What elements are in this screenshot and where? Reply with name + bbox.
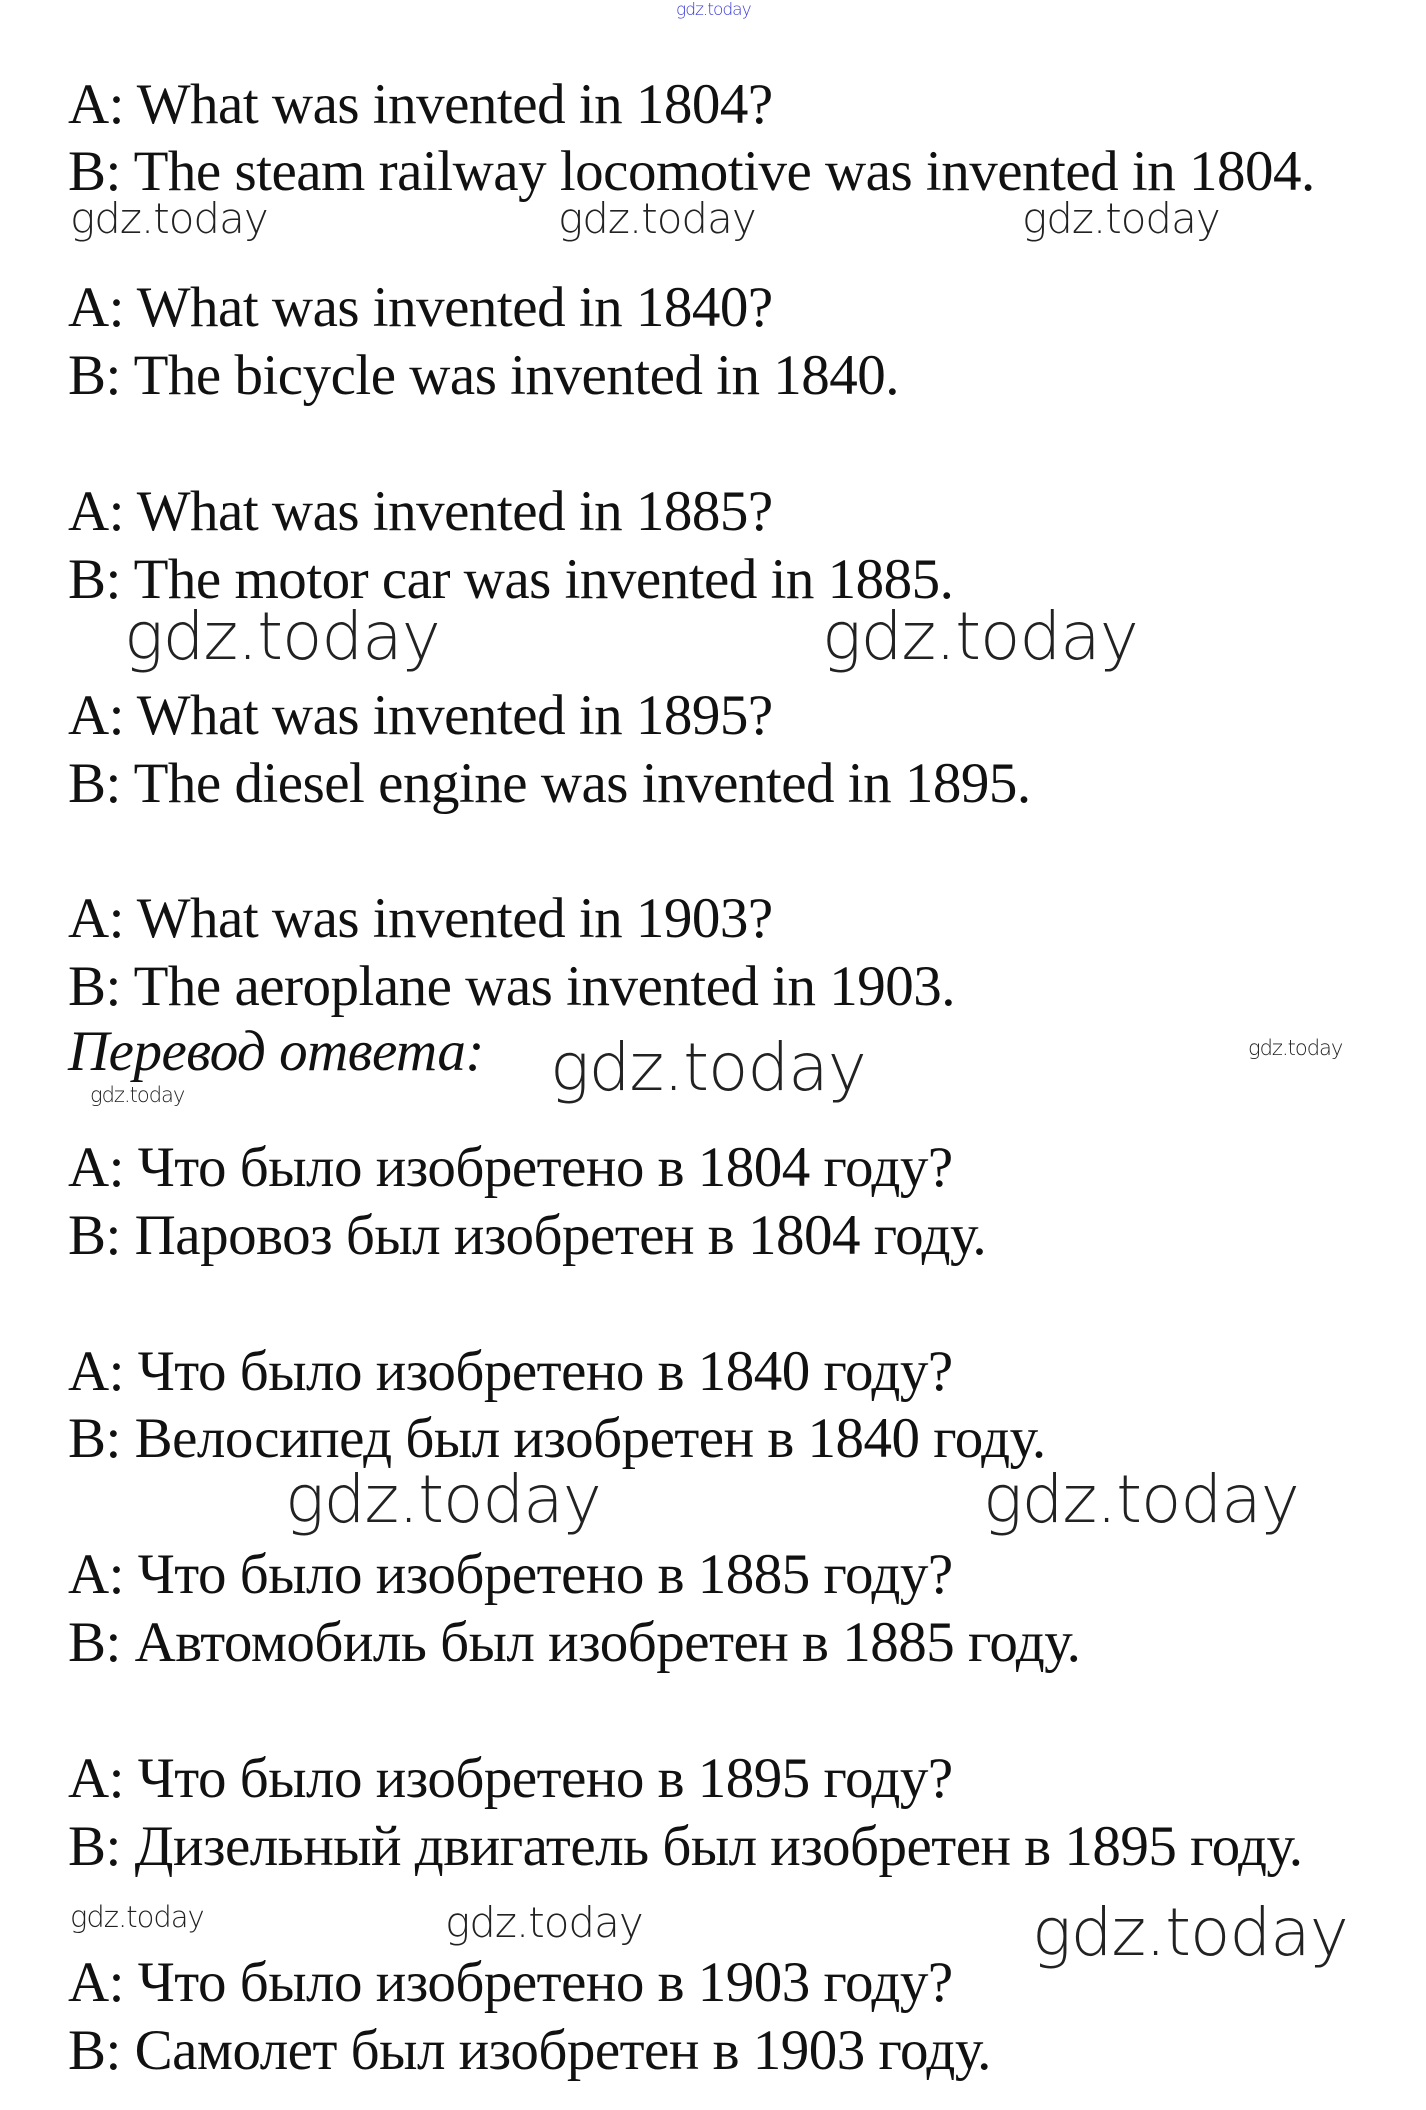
answer-line: B: Велосипед был изобретен в 1840 году. bbox=[68, 1407, 1046, 1470]
question-line: A: What was invented in 1895? bbox=[68, 684, 773, 747]
watermark: gdz.today bbox=[558, 194, 756, 243]
watermark: gdz.today bbox=[676, 0, 751, 20]
answer-line: B: The motor car was invented in 1885. bbox=[68, 548, 954, 611]
watermark: gdz.today bbox=[445, 1898, 643, 1947]
watermark: gdz.today bbox=[90, 1083, 185, 1107]
question-line: A: What was invented in 1885? bbox=[68, 480, 773, 543]
answer-line: B: Дизельный двигатель был изобретен в 1895 году. bbox=[68, 1815, 1303, 1878]
question-line: A: Что было изобретено в 1903 году? bbox=[68, 1951, 953, 2014]
watermark: gdz.today bbox=[1032, 1894, 1348, 1971]
watermark: gdz.today bbox=[70, 194, 268, 243]
translation-title: Перевод ответа: bbox=[68, 1020, 484, 1083]
watermark: gdz.today bbox=[70, 1900, 204, 1934]
watermark: gdz.today bbox=[124, 598, 440, 675]
watermark: gdz.today bbox=[285, 1461, 601, 1538]
question-line: A: Что было изобретено в 1895 году? bbox=[68, 1747, 953, 1810]
answer-line: B: Самолет был изобретен в 1903 году. bbox=[68, 2019, 991, 2082]
question-line: A: What was invented in 1804? bbox=[68, 73, 773, 136]
question-line: A: Что было изобретено в 1804 году? bbox=[68, 1136, 953, 1199]
answer-line: B: The aeroplane was invented in 1903. bbox=[68, 955, 955, 1018]
watermark: gdz.today bbox=[1022, 194, 1220, 243]
answer-line: B: Паровоз был изобретен в 1804 году. bbox=[68, 1204, 987, 1267]
answer-line: B: The diesel engine was invented in 1895. bbox=[68, 752, 1031, 815]
watermark: gdz.today bbox=[983, 1461, 1299, 1538]
answer-line: B: The steam railway locomotive was invented in 1804. bbox=[68, 140, 1315, 203]
watermark: gdz.today bbox=[1248, 1036, 1343, 1060]
answer-line: B: Автомобиль был изобретен в 1885 году. bbox=[68, 1611, 1081, 1674]
watermark: gdz.today bbox=[550, 1029, 866, 1106]
question-line: A: What was invented in 1840? bbox=[68, 276, 773, 339]
answer-line: B: The bicycle was invented in 1840. bbox=[68, 344, 900, 407]
question-line: A: What was invented in 1903? bbox=[68, 887, 773, 950]
question-line: A: Что было изобретено в 1885 году? bbox=[68, 1543, 953, 1606]
question-line: A: Что было изобретено в 1840 году? bbox=[68, 1340, 953, 1403]
watermark: gdz.today bbox=[822, 598, 1138, 675]
